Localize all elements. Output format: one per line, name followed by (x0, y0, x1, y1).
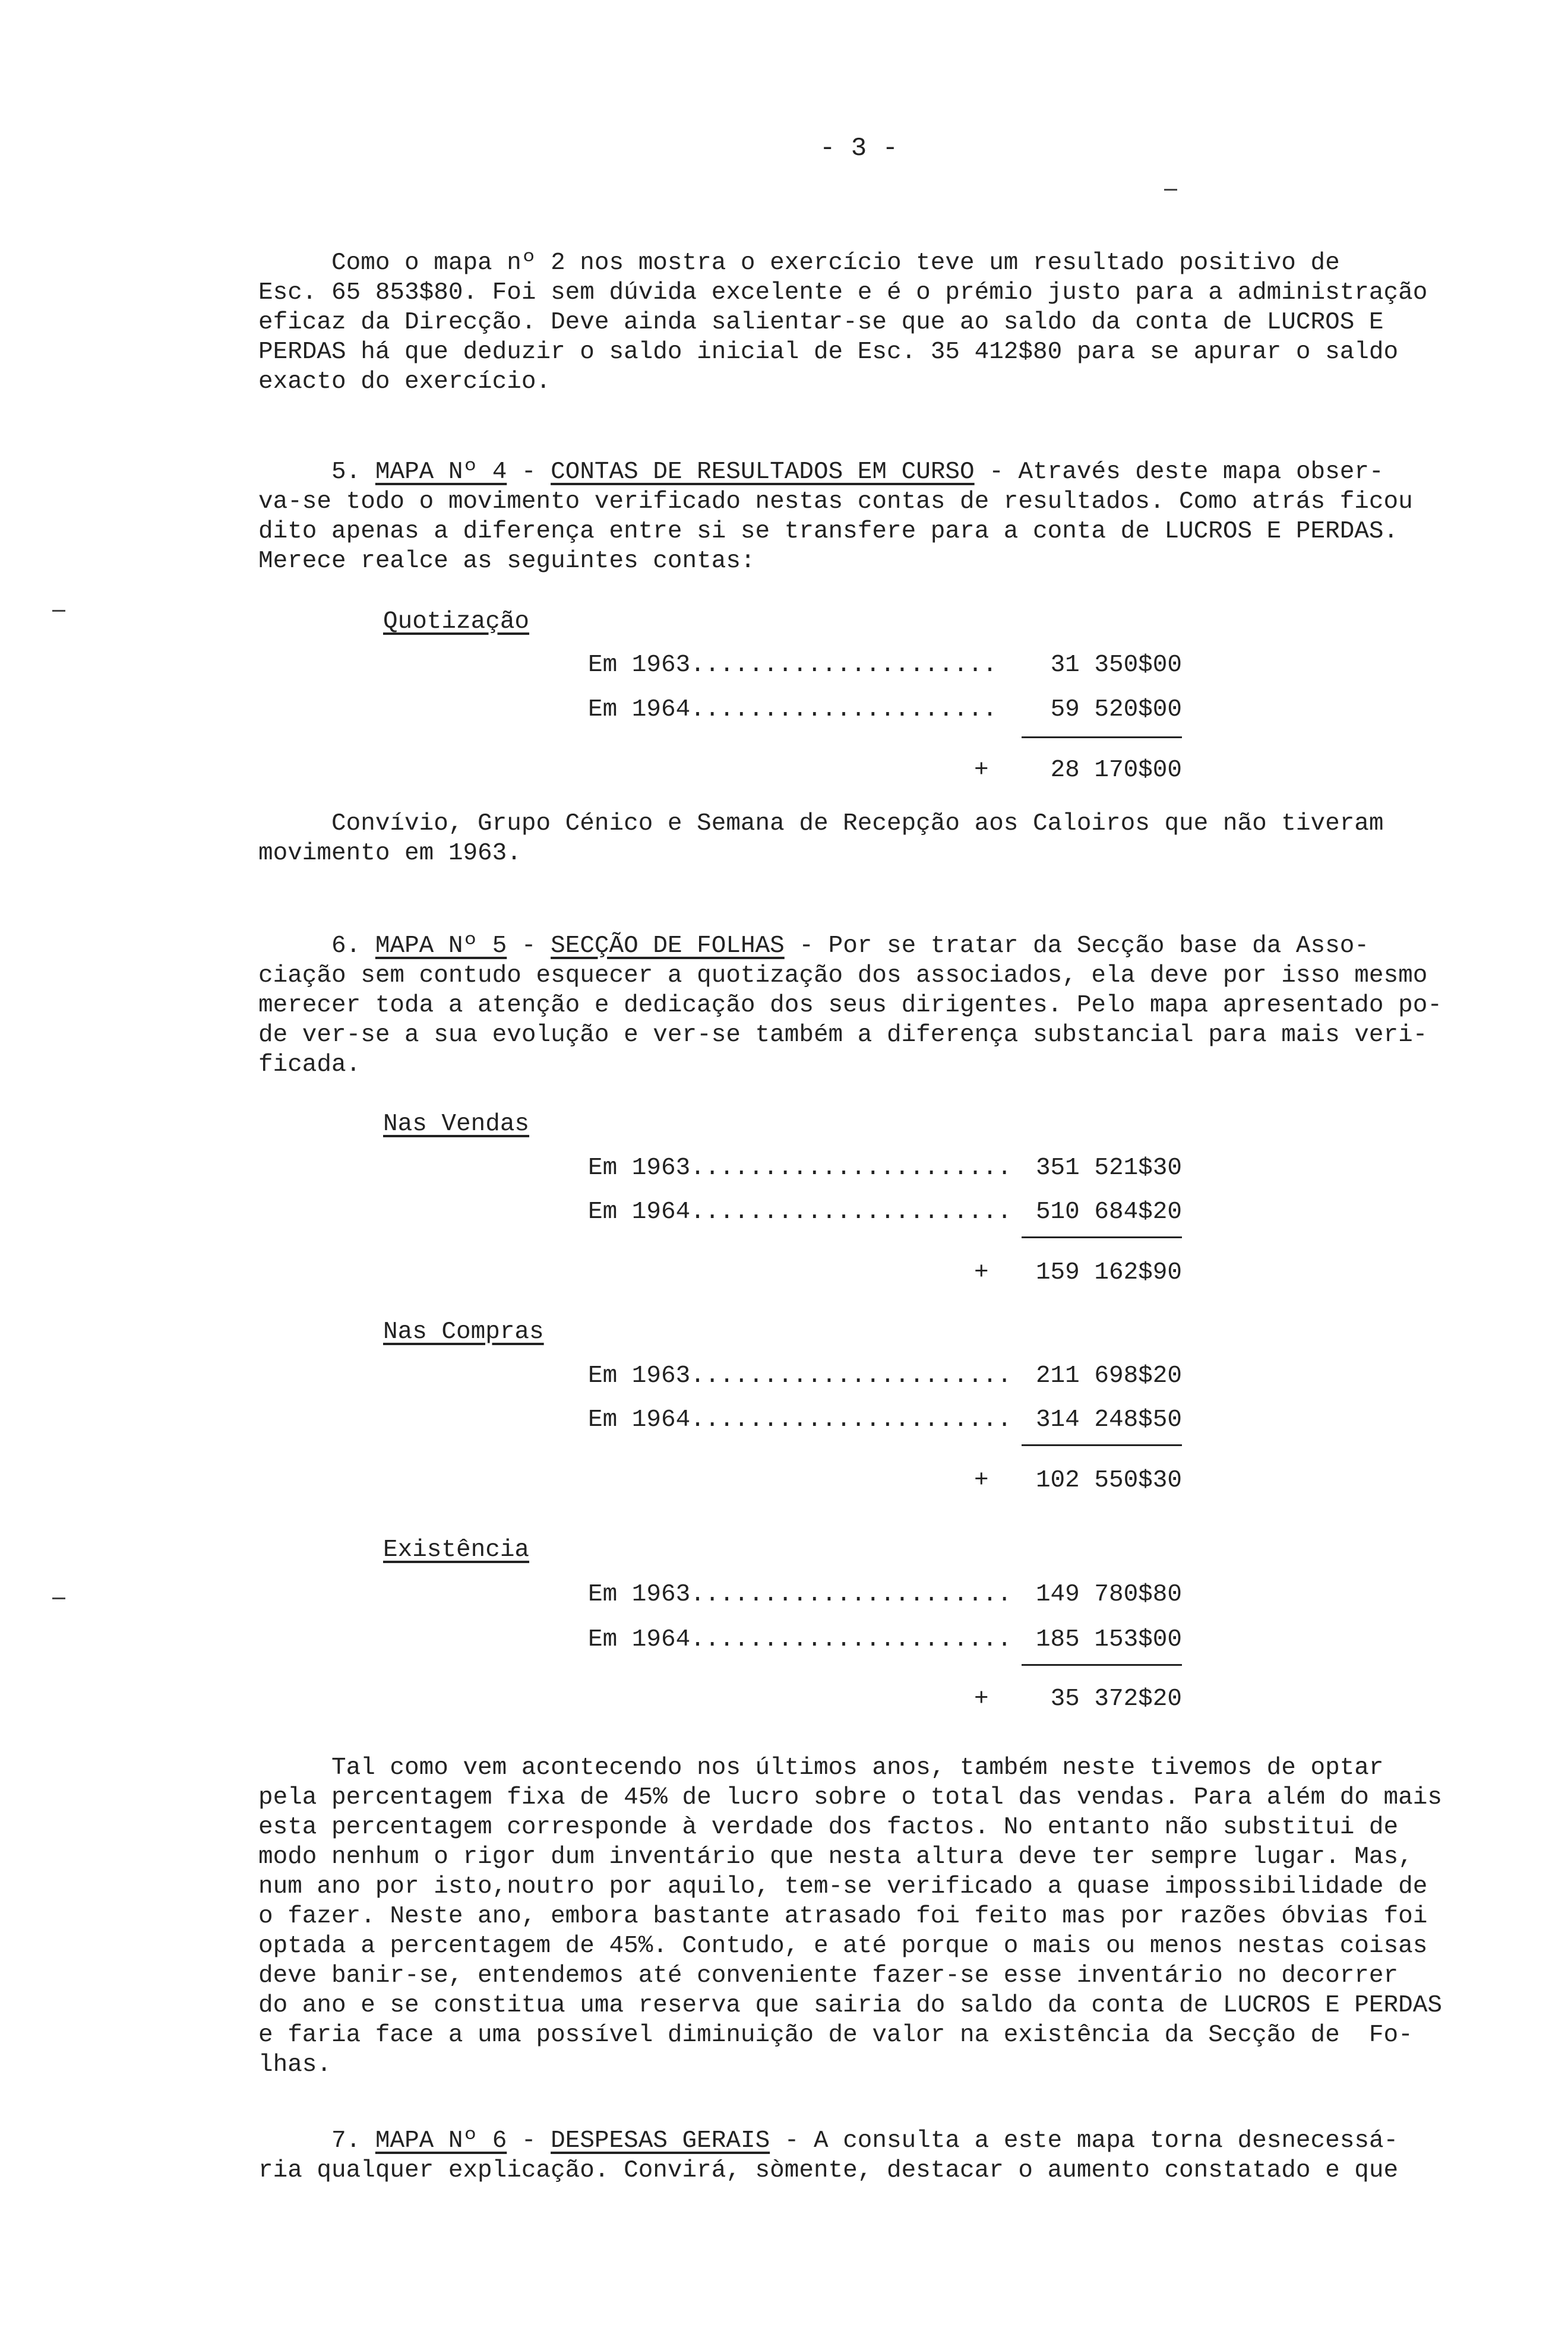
sum-rule (1022, 1236, 1182, 1238)
text-line: ficada. (258, 1051, 361, 1078)
text-line: num ano por isto,noutro por aquilo, tem-se verificado a quase impossibilidade de (258, 1873, 1428, 1900)
row-label: Em 1963...................... (588, 1362, 1012, 1390)
group-heading: Existência (383, 1536, 530, 1564)
text-line: de ver-se a sua evolução e ver-se também a diferença substancial para mais veri- (258, 1021, 1428, 1049)
row-value: 31 350$00 (1050, 651, 1182, 679)
row-value: 510 684$20 (1035, 1198, 1182, 1226)
section-text: - Por se tratar da Secção base da Asso- (799, 932, 1369, 960)
section-6-first-line: 6. MAPA Nº 5 - SECÇÃO DE FOLHAS - Por se tratar da Secção base da Asso- (331, 932, 1369, 960)
map-ref: MAPA Nº 6 (375, 2127, 507, 2155)
section-title: SECÇÃO DE FOLHAS (551, 932, 785, 960)
group-heading: Nas Vendas (383, 1111, 530, 1138)
row-value: 314 248$50 (1035, 1406, 1182, 1434)
sum-total: 28 170$00 (1050, 757, 1182, 784)
text-line: lhas. (258, 2051, 332, 2079)
text-line: Merece realce as seguintes contas: (258, 548, 755, 575)
row-label: Em 1963...................... (588, 1581, 1012, 1608)
row-value: 351 521$30 (1035, 1154, 1182, 1182)
intro-paragraph (258, 248, 1482, 397)
text-line: o fazer. Neste ano, embora bastante atrasado foi feito mas por razões óbvias foi (258, 1903, 1428, 1930)
section-number: 7. (331, 2127, 361, 2155)
section-number: 5. (331, 458, 361, 486)
row-label: Em 1964...................... (588, 1198, 1012, 1226)
text-line: eficaz da Direcção. Deve ainda salientar-se que ao saldo da conta de LUCROS E (258, 309, 1384, 336)
row-label: Em 1964..................... (588, 696, 997, 723)
section-5-after (258, 809, 1482, 868)
sum-sign: + (974, 1685, 989, 1713)
text-line: Convívio, Grupo Cénico e Semana de Recepção aos Caloiros que não tiveram (258, 810, 1384, 837)
sum-total: 159 162$90 (1035, 1259, 1182, 1286)
text-line: Esc. 65 853$80. Foi sem dúvida excelente e é o prémio justo para a administração (258, 279, 1428, 306)
text-line: optada a percentagem de 45%. Contudo, e até porque o mais ou menos nestas coisas (258, 1932, 1428, 1960)
section-text: - Através deste mapa obser- (989, 458, 1384, 486)
page-number: - 3 - (820, 134, 899, 163)
text-line: modo nenhum o rigor dum inventário que nesta altura deve ter sempre lugar. Mas, (258, 1843, 1413, 1871)
text-line: va-se todo o movimento verificado nestas contas de resultados. Como atrás ficou (258, 488, 1413, 515)
text-line: dito apenas a diferença entre si se transfere para a conta de LUCROS E PERDAS. (258, 518, 1399, 545)
section-title: DESPESAS GERAIS (551, 2127, 770, 2155)
text-line: do ano e se constitua uma reserva que sairia do saldo da conta de LUCROS E PERDAS (258, 1992, 1442, 2019)
text-line: ciação sem contudo esquecer a quotização dos associados, ela deve por isso mesmo (258, 962, 1428, 989)
row-value: 59 520$00 (1050, 696, 1182, 723)
text-line: ria qualquer explicação. Convirá, sòmente, destacar o aumento constatado e que (258, 2157, 1399, 2184)
text-line: Como o mapa nº 2 nos mostra o exercício teve um resultado positivo de (258, 249, 1340, 277)
sum-rule (1022, 736, 1182, 738)
section-5 (258, 457, 1482, 576)
text-line: e faria face a uma possível diminuição de valor na existência da Secção de Fo- (258, 2022, 1413, 2049)
section-7-first-line: 7. MAPA Nº 6 - DESPESAS GERAIS - A consulta a este mapa torna desnecessá- (331, 2127, 1399, 2155)
section-6 (258, 931, 1482, 1080)
text-line: movimento em 1963. (258, 840, 521, 867)
sum-sign: + (974, 757, 989, 784)
sum-sign: + (974, 1259, 989, 1286)
dash: - (521, 458, 536, 486)
margin-mark (52, 610, 65, 612)
text-line: esta percentagem corresponde à verdade dos factos. No entanto não substitui de (258, 1814, 1399, 1841)
row-label: Em 1964...................... (588, 1626, 1012, 1653)
text-line: Tal como vem acontecendo nos últimos anos, também neste tivemos de optar (258, 1754, 1384, 1782)
sum-rule (1022, 1444, 1182, 1446)
sum-rule (1022, 1664, 1182, 1666)
map-ref: MAPA Nº 4 (375, 458, 507, 486)
row-value: 149 780$80 (1035, 1581, 1182, 1608)
sum-total: 102 550$30 (1035, 1467, 1182, 1494)
section-title: CONTAS DE RESULTADOS EM CURSO (551, 458, 975, 486)
map-ref: MAPA Nº 5 (375, 932, 507, 960)
text-line: PERDAS há que deduzir o saldo inicial de Esc. 35 412$80 para se apurar o saldo (258, 339, 1399, 366)
row-label: Em 1963...................... (588, 1154, 1012, 1182)
section-7 (258, 2126, 1482, 2185)
row-value: 185 153$00 (1035, 1626, 1182, 1653)
section-number: 6. (331, 932, 361, 960)
section-text: - A consulta a este mapa torna desnecessá- (784, 2127, 1399, 2155)
text-line: merecer toda a atenção e dedicação dos seus dirigentes. Pelo mapa apresentado po- (258, 992, 1442, 1019)
row-value: 211 698$20 (1035, 1362, 1182, 1390)
sum-sign: + (974, 1467, 989, 1494)
margin-mark (52, 1598, 65, 1599)
quotizacao-heading: Quotização (383, 608, 530, 635)
text-line: exacto do exercício. (258, 368, 551, 396)
stray-mark (1164, 189, 1177, 191)
section-6-closing (258, 1753, 1482, 2080)
row-label: Em 1964...................... (588, 1406, 1012, 1434)
text-line: pela percentagem fixa de 45% de lucro sobre o total das vendas. Para além do mais (258, 1784, 1442, 1811)
sum-total: 35 372$20 (1050, 1685, 1182, 1713)
text-line: deve banir-se, entendemos até conveniente fazer-se esse inventário no decorrer (258, 1962, 1399, 1989)
row-label: Em 1963..................... (588, 651, 997, 679)
group-heading: Nas Compras (383, 1318, 544, 1346)
section-5-first-line (258, 457, 1482, 487)
